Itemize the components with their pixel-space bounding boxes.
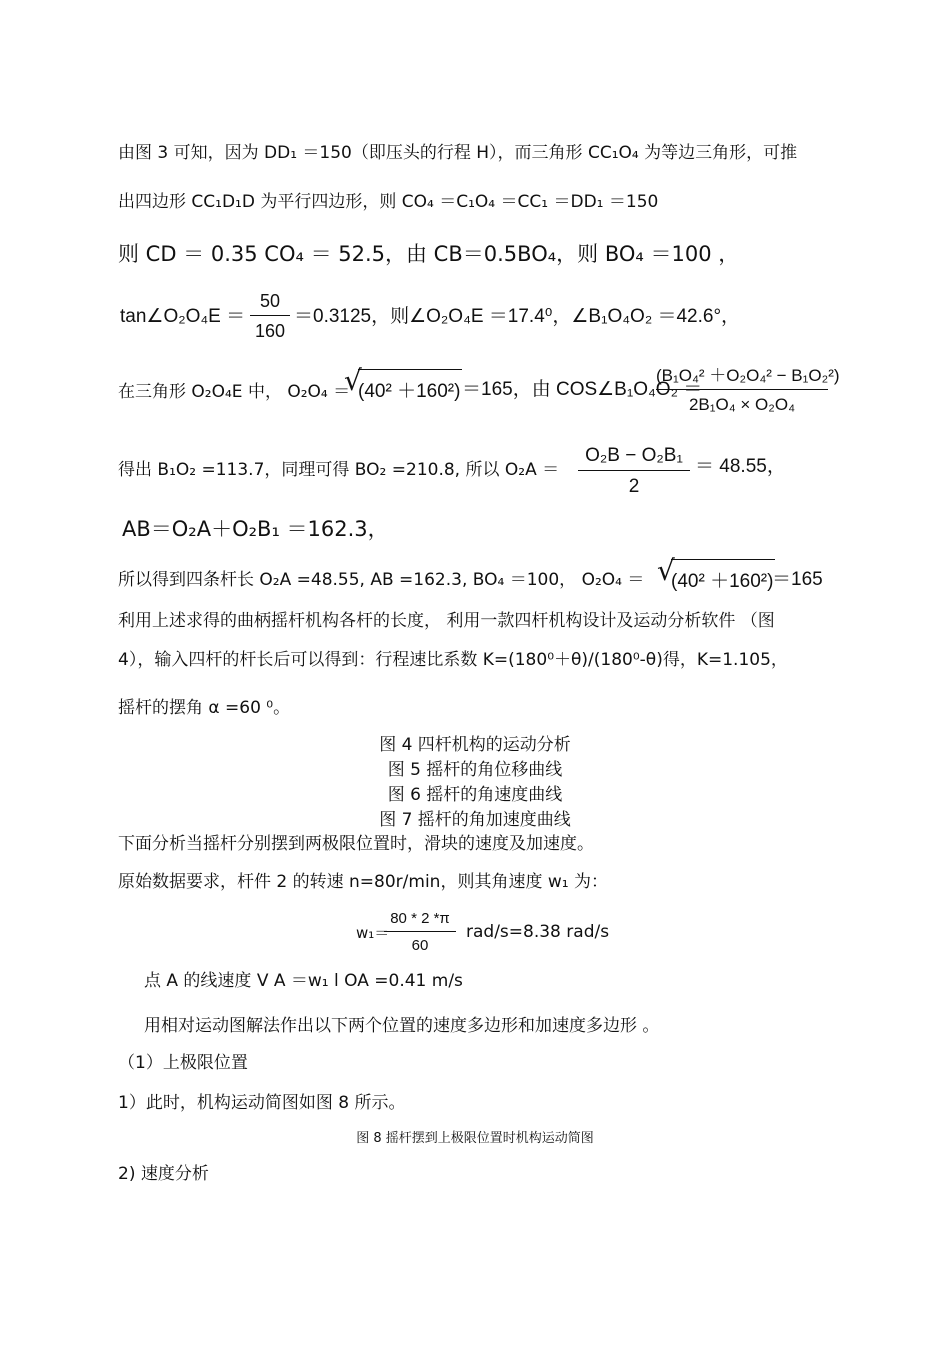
fraction-bar xyxy=(578,470,690,471)
formula-o2o4-result: ＝165 xyxy=(772,569,823,590)
text-line: 原始数据要求，杆件 2 的转速 n=80r/min，则其角速度 w₁ 为： xyxy=(118,872,608,892)
fraction-bar xyxy=(250,315,290,316)
formula-o2a-prefix: 得出 B₁O₂ =113.7，同理可得 BO₂ =210.8, 所以 O₂A ＝ xyxy=(118,460,560,480)
text-line: 1）此时，机构运动简图如图 8 所示。 xyxy=(118,1093,406,1113)
fraction-numerator: O₂B − O₂B₁ xyxy=(585,445,683,466)
radical-sign-icon: √ xyxy=(657,554,675,587)
section-heading: （1）上极限位置 xyxy=(118,1053,248,1073)
section-heading: 2) 速度分析 xyxy=(118,1164,209,1184)
radicand: (40² ＋160²) xyxy=(358,369,462,403)
fraction-w1 xyxy=(384,911,456,953)
text-line-bar-lengths: 所以得到四条杆长 O₂A =48.55, AB =162.3, BO₄ ＝100， O₂O₄ ＝ xyxy=(118,570,645,590)
fraction-cos xyxy=(656,366,840,414)
fraction-denominator: 2 xyxy=(628,476,640,497)
formula-o2a-result: ＝ 48.55， xyxy=(695,456,786,477)
fraction-50-160 xyxy=(250,292,290,340)
fraction-o2a xyxy=(578,446,690,496)
fraction-denominator: 60 xyxy=(411,937,429,954)
formula-cos-prefix: ＝165，由 COS∠B₁O₄O₂ ＝ xyxy=(462,379,703,400)
formula-tan-result: ＝0.3125，则∠O₂O₄E ＝17.4⁰，∠B₁O₄O₂ ＝42.6°， xyxy=(294,306,741,327)
fraction-bar xyxy=(384,931,456,932)
text-line: 用相对运动图解法作出以下两个位置的速度多边形和加速度多边形 。 xyxy=(144,1016,660,1036)
figure-caption-8: 图 8 摇杆摆到上极限位置时机构运动简图 xyxy=(356,1131,594,1146)
text-line: 下面分析当摇杆分别摆到两极限位置时，滑块的速度及加速度。 xyxy=(118,834,594,854)
fraction-numerator: (B₁O₄² ＋O₂O₄² − B₁O₂²) xyxy=(656,366,840,385)
figure-caption-6: 图 6 摇杆的角速度曲线 xyxy=(387,785,563,805)
text-line: 摇杆的摆角 α =60 ⁰。 xyxy=(118,698,291,718)
formula-ab: AB＝O₂A＋O₂B₁ ＝162.3， xyxy=(122,517,389,541)
fraction-numerator: 80 * 2 *π xyxy=(390,910,450,927)
text-line: 点 A 的线速度 V A ＝w₁ l OA =0.41 m/s xyxy=(144,971,463,991)
formula-tan-prefix: tan∠O₂O₄E ＝ xyxy=(120,306,246,327)
text-line: 由图 3 可知，因为 DD₁ ＝150（即压头的行程 H），而三角形 CC₁O₄ 为等边三角形，可推 xyxy=(118,143,798,163)
fraction-bar xyxy=(656,389,828,390)
text-line: 出四边形 CC₁D₁D 为平行四边形，则 CO₄ ＝C₁O₄ ＝CC₁ ＝DD₁ ＝150 xyxy=(118,192,659,212)
fraction-denominator: 160 xyxy=(254,321,286,341)
formula-w1-prefix: w₁＝ xyxy=(356,924,390,942)
text-line: 则 CD ＝ 0.35 CO₄ ＝ 52.5，由 CB＝0.5BO₄，则 BO₄ ＝100 ， xyxy=(118,242,740,266)
radical-sign-icon: √ xyxy=(344,364,362,397)
fraction-numerator: 50 xyxy=(259,291,281,311)
formula-w1-result: rad/s=8.38 rad/s xyxy=(466,922,610,942)
fraction-denominator: 2B₁O₄ × O₂O₄ xyxy=(688,395,796,414)
radicand: (40² ＋160²) xyxy=(671,559,775,593)
figure-caption-7: 图 7 摇杆的角加速度曲线 xyxy=(379,810,571,830)
figure-caption-4: 图 4 四杆机构的运动分析 xyxy=(379,735,571,755)
text-line: 利用上述求得的曲柄摇杆机构各杆的长度， 利用一款四杆机构设计及运动分析软件 （图 xyxy=(118,611,775,631)
formula-triangle-prefix: 在三角形 O₂O₄E 中， O₂O₄ ＝ xyxy=(118,382,351,402)
figure-caption-5: 图 5 摇杆的角位移曲线 xyxy=(387,760,563,780)
text-line: 4），输入四杆的杆长后可以得到：行程速比系数 K=(180⁰＋θ)/(180⁰-θ)得，K=1.105， xyxy=(118,650,788,670)
